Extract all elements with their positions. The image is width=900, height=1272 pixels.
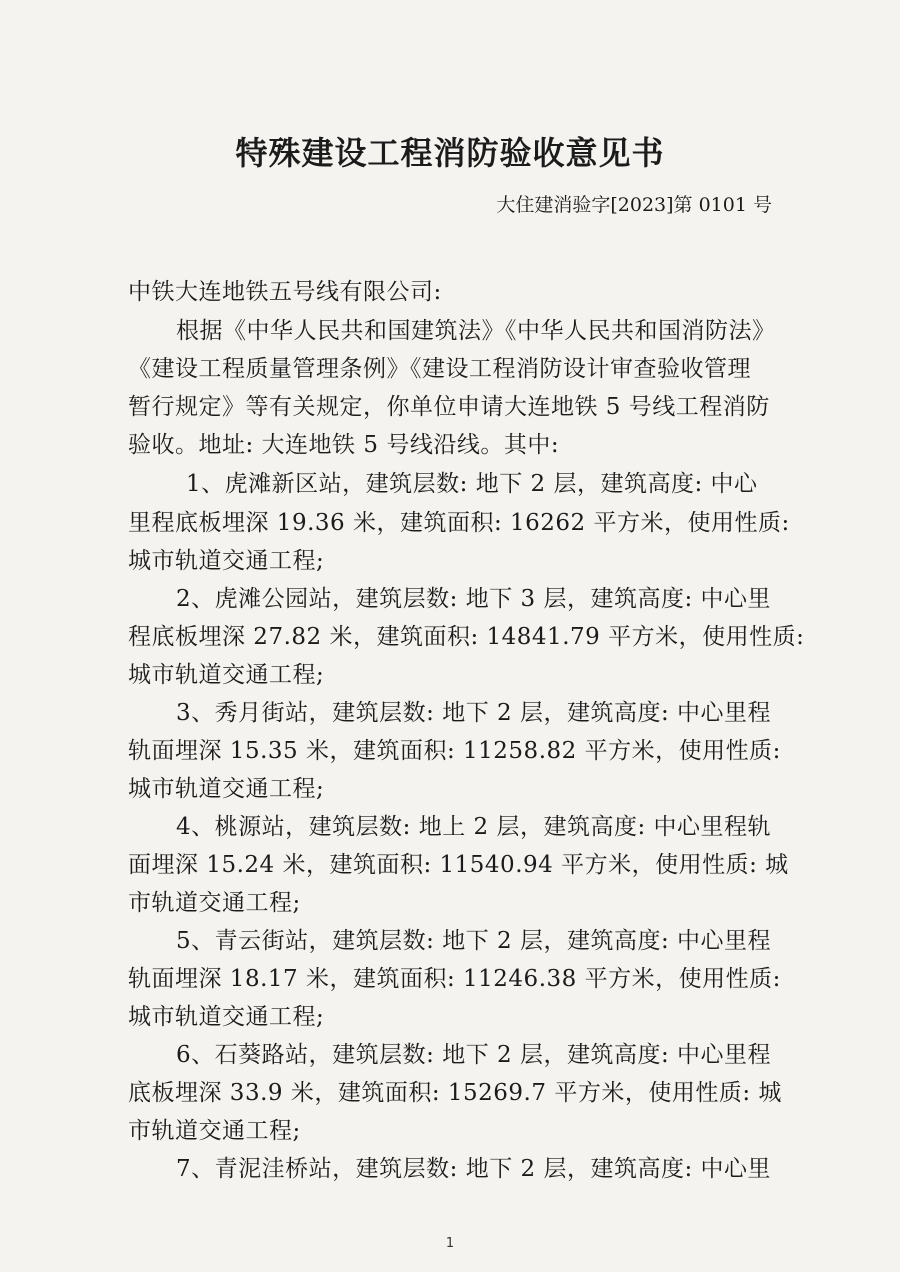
body-line: 《建设工程质量管理条例》《建设工程消防设计审查验收管理 bbox=[128, 356, 751, 382]
body-line: 7、青泥洼桥站，建筑层数: 地下 2 层，建筑高度: 中心里 bbox=[176, 1156, 772, 1182]
body-line: 程底板埋深 27.82 米，建筑面积: 14841.79 平方米，使用性质: bbox=[128, 624, 805, 650]
body-line: 市轨道交通工程; bbox=[128, 890, 301, 916]
body-line: 里程底板埋深 19.36 米，建筑面积: 16262 平方米，使用性质: bbox=[128, 510, 790, 536]
body-line: 市轨道交通工程; bbox=[128, 1118, 301, 1144]
body-line: 城市轨道交通工程; bbox=[128, 548, 325, 574]
body-line: 城市轨道交通工程; bbox=[128, 662, 325, 688]
body-line: 根据《中华人民共和国建筑法》《中华人民共和国消防法》 bbox=[176, 318, 776, 344]
document-number: 大住建消验字[2023]第 0101 号 bbox=[496, 194, 772, 216]
addressee: 中铁大连地铁五号线有限公司: bbox=[128, 279, 442, 305]
body-line: 3、秀月街站，建筑层数: 地下 2 层，建筑高度: 中心里程 bbox=[176, 700, 772, 726]
body-line: 5、青云街站，建筑层数: 地下 2 层，建筑高度: 中心里程 bbox=[176, 928, 772, 954]
body-line: 城市轨道交通工程; bbox=[128, 776, 325, 802]
body-line: 城市轨道交通工程; bbox=[128, 1004, 325, 1030]
page-number: 1 bbox=[445, 1236, 455, 1251]
document-title: 特殊建设工程消防验收意见书 bbox=[235, 134, 665, 172]
body-line: 轨面埋深 15.35 米，建筑面积: 11258.82 平方米，使用性质: bbox=[128, 738, 781, 764]
body-line: 暂行规定》等有关规定，你单位申请大连地铁 5 号线工程消防 bbox=[128, 394, 770, 420]
body-line: 4、桃源站，建筑层数: 地上 2 层，建筑高度: 中心里程轨 bbox=[176, 814, 772, 840]
body-line: 1、虎滩新区站，建筑层数: 地下 2 层，建筑高度: 中心 bbox=[186, 471, 758, 497]
body-line: 验收。地址: 大连地铁 5 号线沿线。其中: bbox=[128, 432, 560, 458]
body-line: 面埋深 15.24 米，建筑面积: 11540.94 平方米，使用性质: 城 bbox=[128, 852, 789, 878]
body-line: 6、石葵路站，建筑层数: 地下 2 层，建筑高度: 中心里程 bbox=[176, 1042, 772, 1068]
body-line: 2、虎滩公园站，建筑层数: 地下 3 层，建筑高度: 中心里 bbox=[176, 586, 772, 612]
body-line: 底板埋深 33.9 米，建筑面积: 15269.7 平方米，使用性质: 城 bbox=[128, 1080, 782, 1106]
body-line: 轨面埋深 18.17 米，建筑面积: 11246.38 平方米，使用性质: bbox=[128, 966, 781, 992]
